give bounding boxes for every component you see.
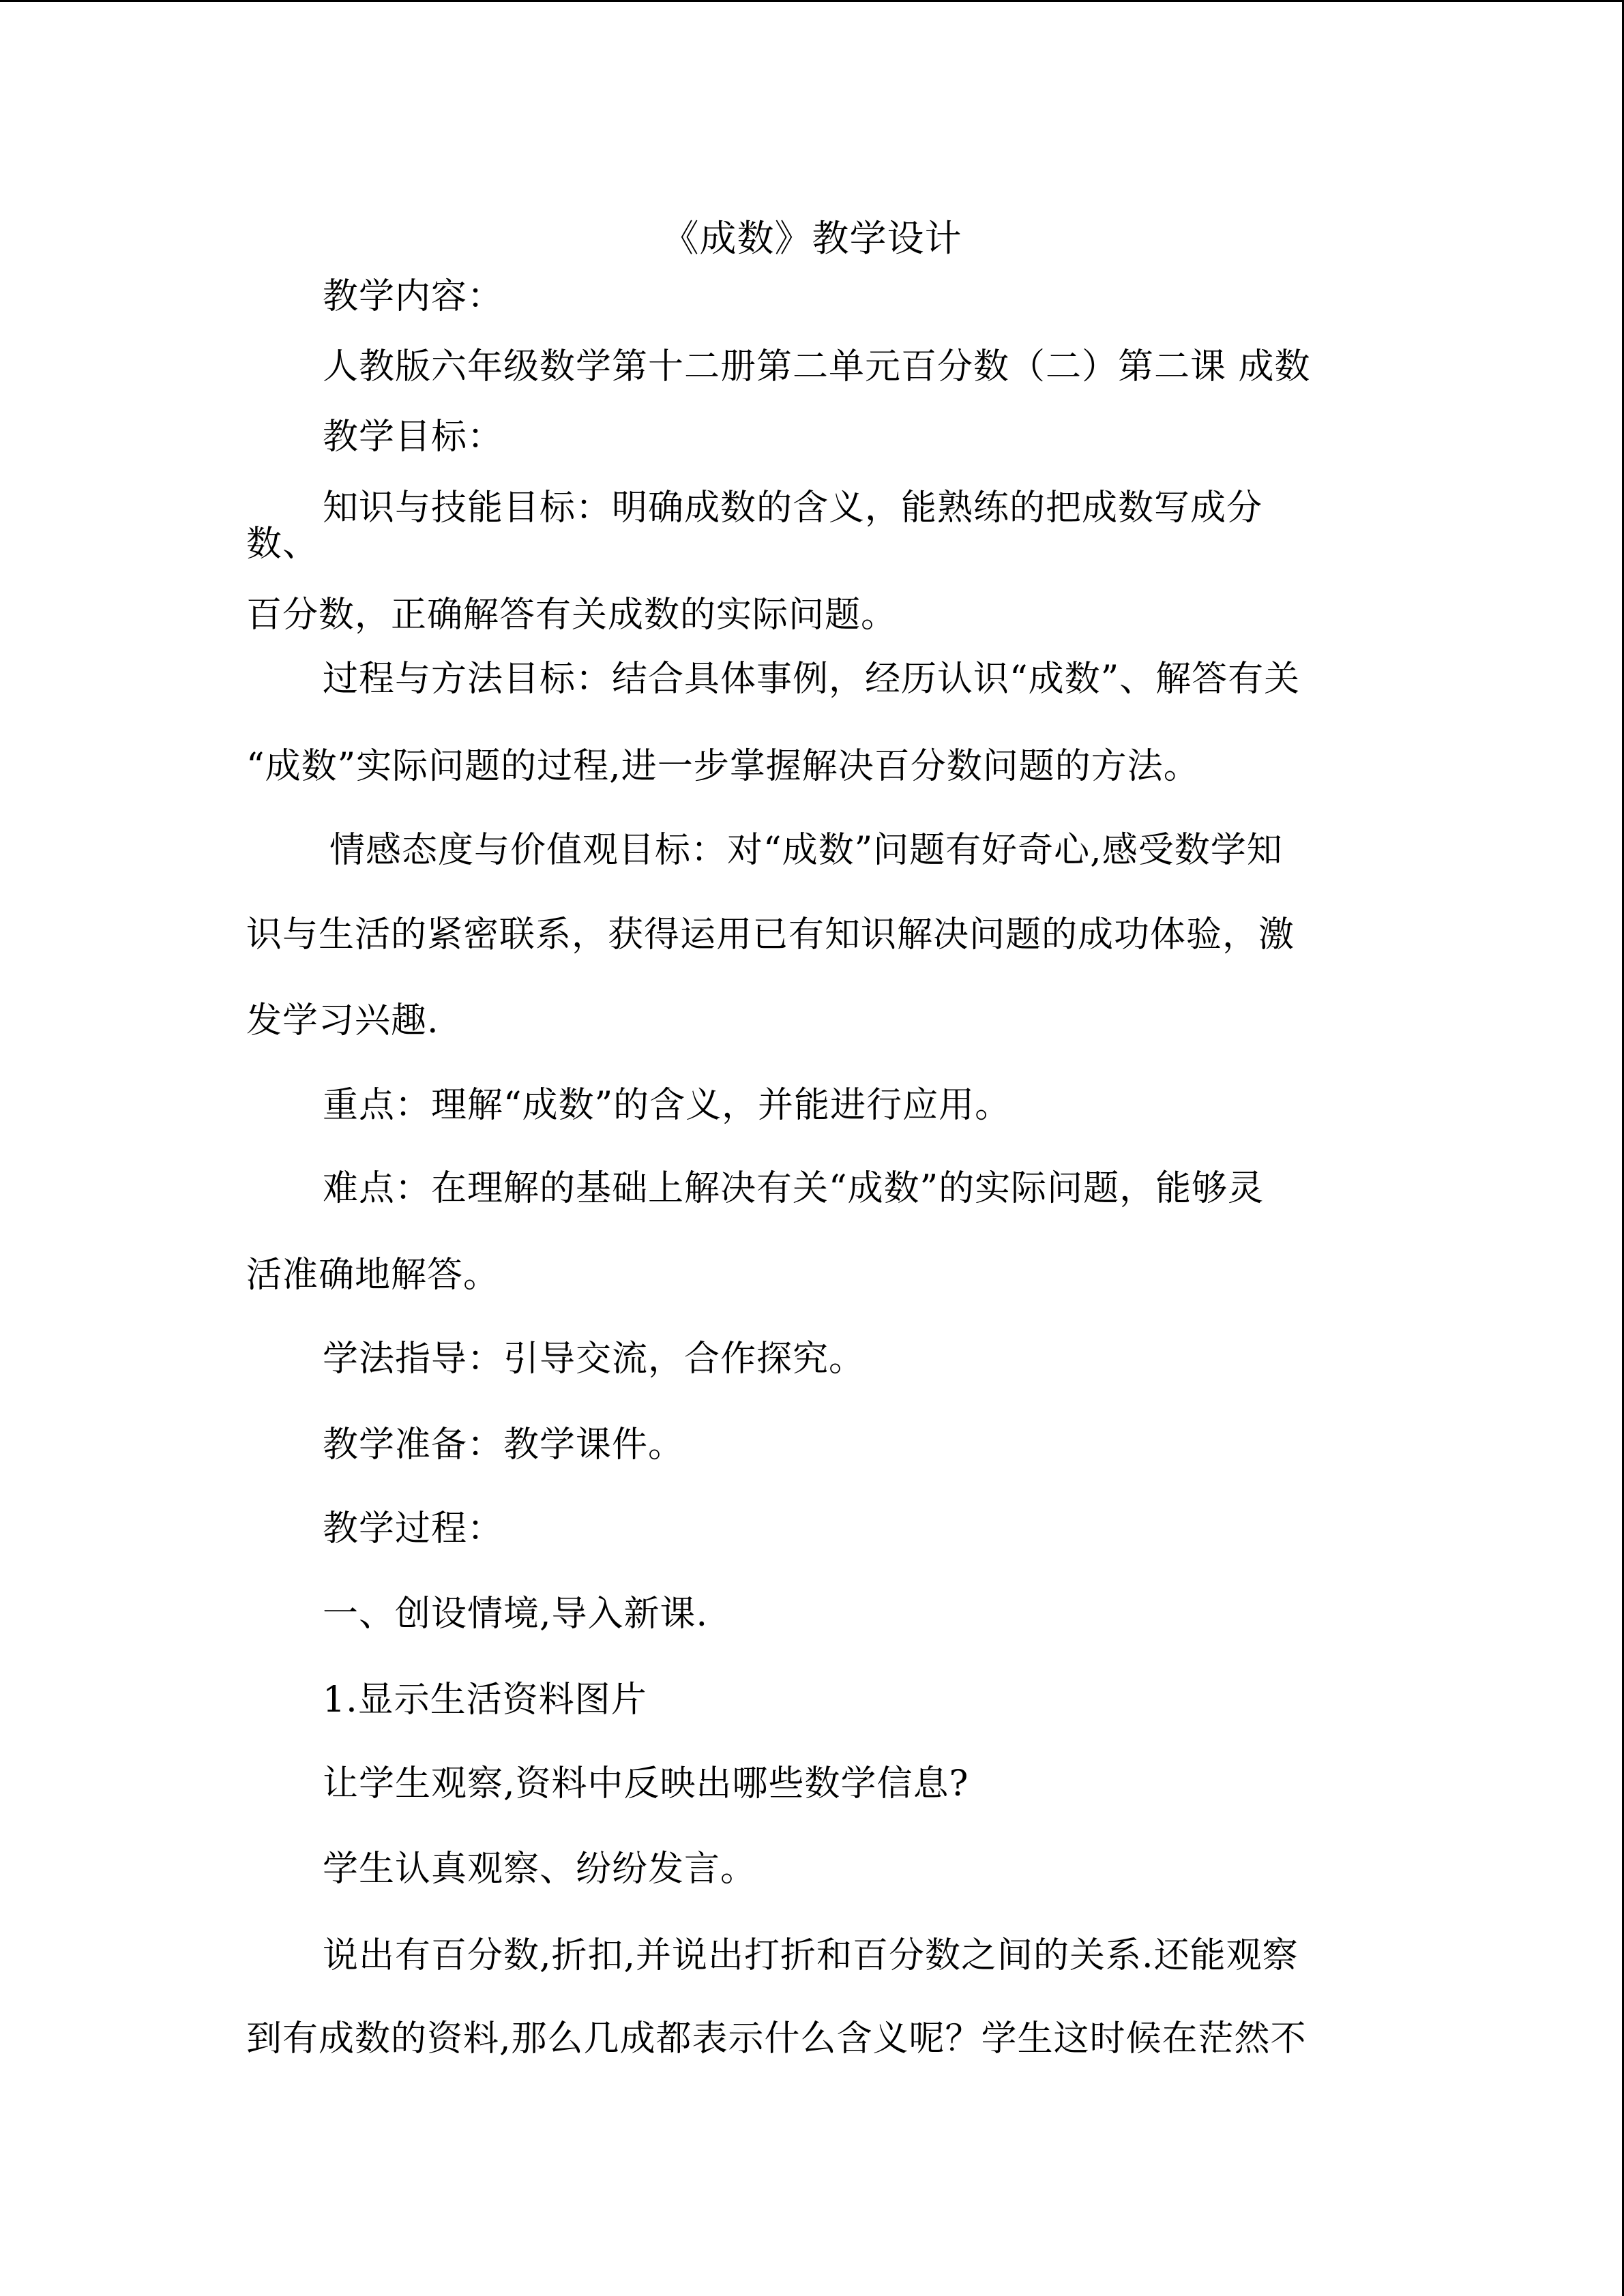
page-title: 《成数》教学设计 [662,217,962,260]
paragraph-line: 人教版六年级数学第十二册第二单元百分数（二）第二课 成数 [323,346,1311,387]
paragraph-line: 教学内容： [323,276,504,317]
paragraph-line: 知识与技能目标：明确成数的含义，能熟练的把成数写成分 [323,488,1263,528]
paragraph-line: 教学目标： [323,417,504,458]
paragraph-line: 一、创设情境,导入新课. [323,1594,709,1635]
paragraph-line: 情感态度与价值观目标：对“成数”问题有好奇心,感受数学知 [329,830,1283,871]
paragraph-line: 识与生活的紧密联系，获得运用已有知识解决问题的成功体验，激 [246,914,1295,955]
paragraph-line: 说出有百分数,折扣,并说出打折和百分数之间的关系.还能观察 [323,1935,1299,1976]
paragraph-line: “成数”实际问题的过程,进一步掌握解决百分数问题的方法。 [246,746,1200,787]
paragraph-line: 过程与方法目标：结合具体事例，经历认识“成数”、解答有关 [323,659,1301,700]
paragraph-line: 数、 [246,524,319,565]
paragraph-line: 教学过程： [323,1508,504,1549]
paragraph-line: 1.显示生活资料图片 [323,1680,647,1720]
paragraph-line: 活准确地解答。 [246,1255,500,1296]
paragraph-line: 到有成数的资料,那么几成都表示什么含义呢？学生这时候在茫然不 [246,2018,1307,2059]
paragraph-line: 学法指导：引导交流，合作探究。 [323,1339,866,1380]
paragraph-line: 发学习兴趣. [246,1000,439,1041]
page-border-top [0,0,1624,2]
paragraph-line: 重点：理解“成数”的含义，并能进行应用。 [323,1085,1012,1126]
paragraph-line: 学生认真观察、纷纷发言。 [323,1849,757,1890]
paragraph-line: 教学准备：教学课件。 [323,1425,685,1465]
paragraph-line: 让学生观察,资料中反映出哪些数学信息? [323,1763,969,1804]
paragraph-line: 百分数，正确解答有关成数的实际问题。 [246,595,898,636]
paragraph-line: 难点：在理解的基础上解决有关“成数”的实际问题，能够灵 [323,1168,1265,1209]
